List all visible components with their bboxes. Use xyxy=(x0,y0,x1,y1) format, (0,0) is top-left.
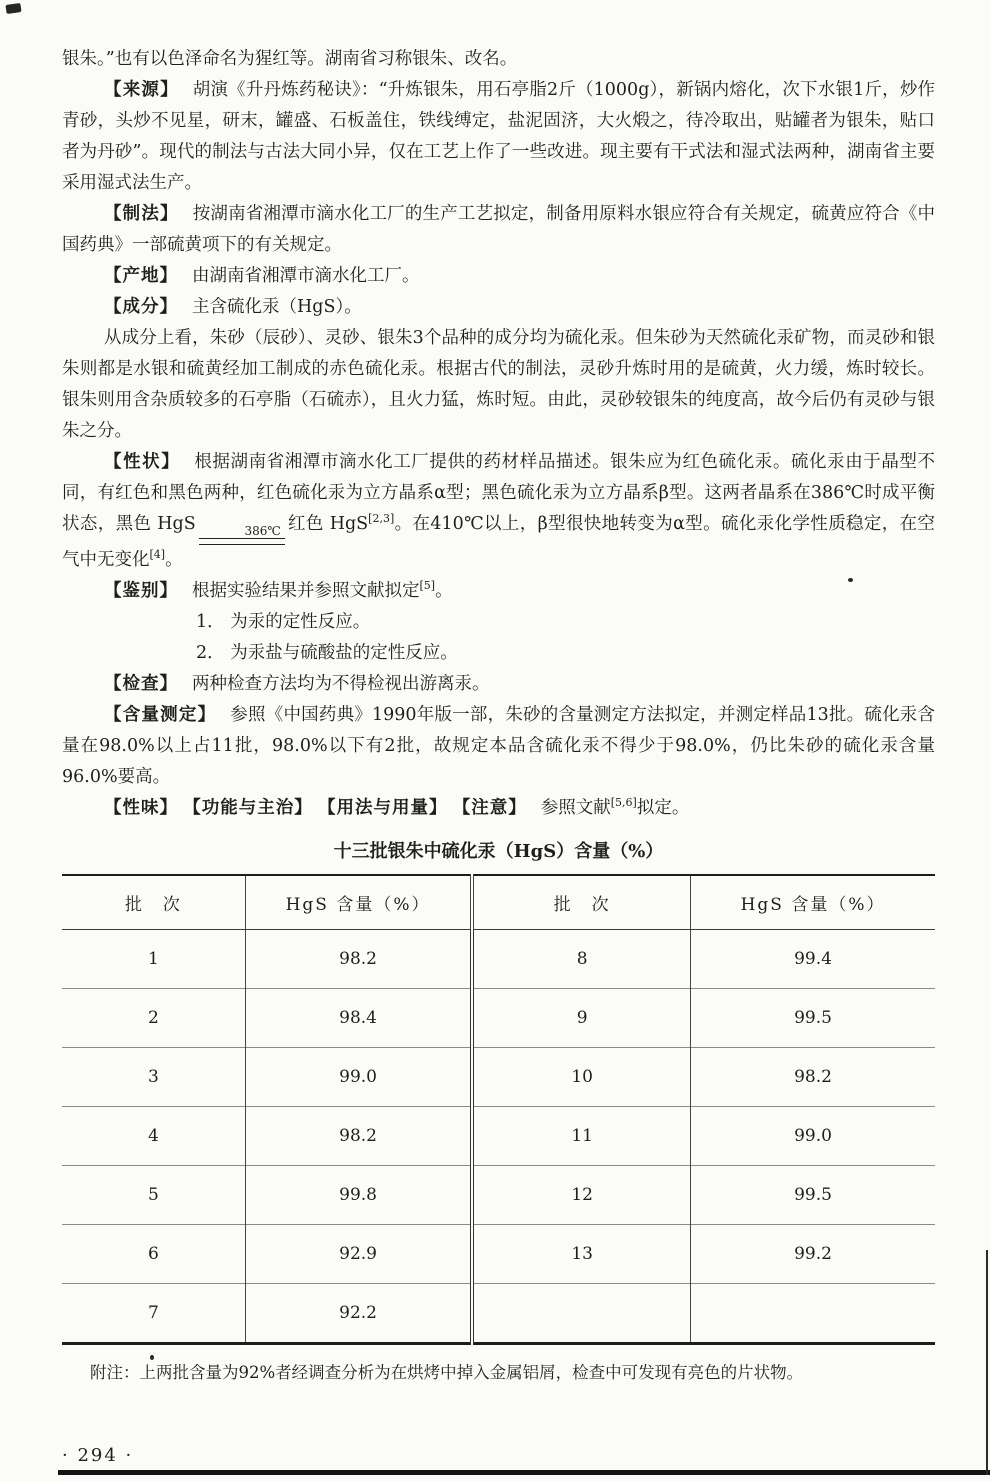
combined-text: 参照文献 xyxy=(540,798,611,818)
section-label-gongneng: 【功能与主治】 xyxy=(192,798,313,818)
xingzhuang-text-end: 。 xyxy=(165,550,183,570)
header-batch-left: 批 次 xyxy=(62,875,245,930)
hgs-value-cell: 92.2 xyxy=(245,1284,472,1344)
batch-number-cell: 6 xyxy=(62,1225,245,1284)
section-jianbie xyxy=(62,576,935,607)
hgs-value-cell: 98.2 xyxy=(794,1067,832,1087)
section-label-xingzhuang: 【性状】 xyxy=(104,452,181,472)
hgs-value-cell: 92.9 xyxy=(245,1225,472,1284)
xingzhuang-reference-sup-2: [4] xyxy=(149,548,166,562)
header-batch-right: 批 次 xyxy=(472,875,690,930)
hgs-value-cell: 99.5 xyxy=(794,1008,832,1028)
section-laiyuan xyxy=(62,75,935,199)
scan-speck xyxy=(150,1355,154,1360)
section-label-xingwei: 【性味】 xyxy=(104,798,178,818)
section-hanliang xyxy=(62,700,935,793)
hanliang-text: 参照《中国药典》1990年版一部，朱砂的含量测定方法拟定，并测定样品13批。硫化汞含量在98.0%以上占11批，98.0%以下有2批，故规定本品含硫化汞不得少于98.0%，仍比朱砂的硫化汞含量96.0%要高。 xyxy=(62,705,936,787)
batch-number-cell: 12 xyxy=(472,1166,690,1225)
jianbie-item-2: 2． 为汞盐与硫酸盐的定性反应。 xyxy=(196,643,458,663)
hgs-value-cell: 99.4 xyxy=(794,949,832,969)
section-text-chengfen: 主含硫化汞（HgS）。 xyxy=(192,297,362,317)
section-label-chandi: 【产地】 xyxy=(104,266,178,286)
table-title: 十三批银朱中硫化汞（HgS）含量（%） xyxy=(333,841,664,862)
table-row xyxy=(62,1225,935,1284)
section-label-zhifa: 【制法】 xyxy=(104,204,179,224)
intro-text: 银朱。”也有以色泽命名为猩红等。湖南省习称银朱、改名。 xyxy=(62,49,518,69)
hgs-value-cell: 99.0 xyxy=(245,1048,472,1107)
table-row xyxy=(62,1048,935,1107)
batch-number-cell: 8 xyxy=(472,930,690,989)
batch-number-cell: 1 xyxy=(62,930,245,989)
section-jiancha xyxy=(62,669,935,700)
table-row xyxy=(62,989,935,1048)
scan-artifact-right-line xyxy=(986,1250,988,1475)
jianbie-text-end: 。 xyxy=(435,581,453,601)
hgs-value-cell: 98.2 xyxy=(245,1107,472,1166)
hgs-value-cell: 98.2 xyxy=(245,930,472,989)
header-hgs-right: HgS 含量（%） xyxy=(691,875,935,930)
paragraph-chengfen-discussion xyxy=(62,323,935,447)
batch-number-cell: 9 xyxy=(472,989,690,1048)
batch-number-cell: 5 xyxy=(62,1166,245,1225)
section-text-laiyuan: 胡演《升丹炼药秘诀》：“升炼银朱，用石亭脂2斤（1000g），新锅内熔化，次下水银1斤，炒作青砂，头炒不见星，研末，罐盛、石板盖住，铁线缚定，盐泥固济，大火煅之，待冷取出，贴罐者为银朱，贴口者为丹砂”。现代的制法与古法大同小异，仅在工艺上作了一些改进。现主要有干式法和湿式法两种，湖南省主要采用湿式法生产。 xyxy=(62,80,936,193)
batch-number-cell: 11 xyxy=(472,1107,690,1166)
section-chengfen xyxy=(62,292,935,323)
xingzhuang-text-after: 。在410℃以上，β型很快地转变为α型。硫化汞化学性质稳定，在空气中无变化 xyxy=(62,514,935,570)
xingzhuang-text-middle: 红色 HgS xyxy=(287,514,369,534)
section-label-chengfen: 【成分】 xyxy=(104,297,178,317)
batch-number-cell: 4 xyxy=(62,1107,245,1166)
hgs-table-body xyxy=(62,930,935,1344)
chengfen-discussion-text: 从成分上看，朱砂（辰砂）、灵砂、银朱3个品种的成分均为硫化汞。但朱砂为天然硫化汞矿物，而灵砂和银朱则都是水银和硫黄经加工制成的赤色硫化汞。根据古代的制法，灵砂升炼时用的是硫黄，火力缓，炼时较长。银朱则用含杂质较多的石亭脂（石硫赤），且火力猛，炼时短。由此，灵砂较银朱的纯度高，故今后仍有灵砂与银朱之分。 xyxy=(62,328,935,441)
header-row xyxy=(62,875,935,930)
equilibrium-lines-icon xyxy=(199,538,285,545)
jianbie-item-1: 1． 为汞的定性反应。 xyxy=(196,612,371,632)
section-label-jiancha: 【检查】 xyxy=(104,674,178,694)
intro-paragraph xyxy=(62,44,935,75)
hgs-table-header xyxy=(62,875,935,930)
section-xingzhuang xyxy=(62,447,935,576)
hgs-value-cell: 99.8 xyxy=(245,1166,472,1225)
equilibrium-temperature: 386℃ xyxy=(244,524,281,538)
xingzhuang-text-before: 根据湖南省湘潭市滴水化工厂提供的药材样品描述。银朱应为红色硫化汞。硫化汞由于晶型不同，有红色和黑色两种，红色硫化汞为立方晶系α型；黑色硫化汞为立方晶系β型。这两者晶系在386℃时成平衡状态，黑色 HgS xyxy=(62,452,936,534)
combined-text-end: 拟定。 xyxy=(636,798,690,818)
xingzhuang-reference-sup: [2,3] xyxy=(368,512,395,526)
hgs-value-cell xyxy=(691,1284,935,1344)
section-label-hanliang: 【含量测定】 xyxy=(104,705,217,725)
hgs-value-cell: 99.5 xyxy=(794,1185,832,1205)
section-label-laiyuan: 【来源】 xyxy=(104,80,179,100)
scan-speck xyxy=(848,578,853,582)
page-number: · 294 · xyxy=(62,1445,134,1466)
header-hgs-left: HgS 含量（%） xyxy=(245,875,472,930)
section-text-zhifa: 按湖南省湘潭市滴水化工厂的生产工艺拟定，制备用原料水银应符合有关规定，硫黄应符合《中国药典》一部硫黄项下的有关规定。 xyxy=(62,204,936,255)
batch-number-cell: 10 xyxy=(472,1048,690,1107)
batch-number-cell: 7 xyxy=(62,1284,245,1344)
hgs-value-cell: 99.2 xyxy=(794,1244,832,1264)
section-label-jianbie: 【鉴别】 xyxy=(104,581,178,601)
scan-artifact-bottom-line xyxy=(58,1470,990,1475)
footnote: 附注：上两批含量为92%者经调查分析为在烘烤中掉入金属铝屑，检查中可发现有亮色的片状物。 xyxy=(90,1363,804,1382)
combined-reference-sup: [5,6] xyxy=(610,796,637,810)
table-row xyxy=(62,1284,935,1344)
section-label-zhuyi: 【注意】 xyxy=(461,798,527,818)
batch-number-cell xyxy=(472,1284,690,1344)
hgs-value-cell: 98.4 xyxy=(245,989,472,1048)
section-combined xyxy=(62,793,935,824)
jiancha-text: 两种检查方法均为不得检视出游离汞。 xyxy=(192,674,490,694)
batch-number-cell: 2 xyxy=(62,989,245,1048)
table-row xyxy=(62,930,935,989)
table-row xyxy=(62,1166,935,1225)
hgs-content-table xyxy=(62,874,935,1345)
section-chandi xyxy=(62,261,935,292)
batch-number-cell: 13 xyxy=(472,1225,690,1284)
jianbie-reference-sup: [5] xyxy=(419,579,436,593)
jianbie-text: 根据实验结果并参照文献拟定 xyxy=(192,581,420,601)
section-text-chandi: 由湖南省湘潭市滴水化工厂。 xyxy=(192,266,420,286)
equilibrium-arrow xyxy=(199,525,285,545)
table-row xyxy=(62,1107,935,1166)
section-label-yongfa: 【用法与用量】 xyxy=(326,798,448,818)
hgs-value-cell: 99.0 xyxy=(794,1126,832,1146)
batch-number-cell: 3 xyxy=(62,1048,245,1107)
section-zhifa xyxy=(62,199,935,261)
